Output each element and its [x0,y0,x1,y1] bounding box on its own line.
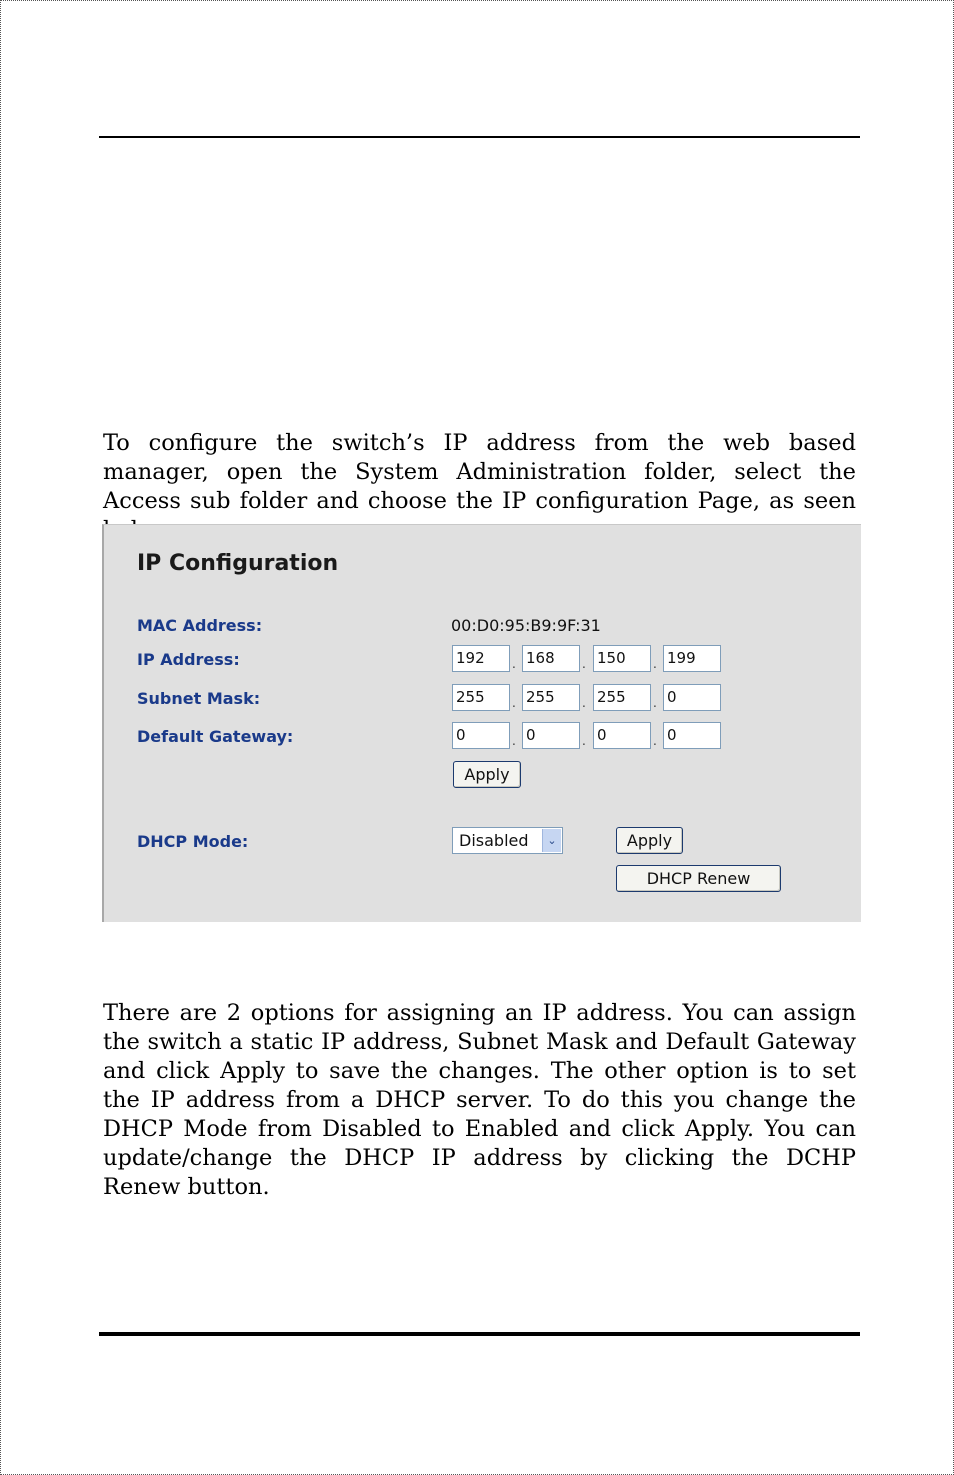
ip-dot-2: . [582,657,586,671]
header-rule [99,136,860,138]
ip-configuration-screenshot [102,524,861,922]
subnet-octet-4[interactable]: 0 [663,684,721,711]
ip-dot-3: . [653,657,657,671]
ip-octet-2[interactable]: 168 [522,645,580,672]
panel-title: IP Configuration [137,551,339,576]
chevron-down-icon[interactable]: ⌄ [542,829,561,852]
gateway-octet-2[interactable]: 0 [522,722,580,749]
dhcp-apply-button[interactable]: Apply [616,827,683,854]
dhcp-renew-button[interactable]: DHCP Renew [616,865,781,892]
ip-octet-4[interactable]: 199 [663,645,721,672]
gateway-dot-2: . [582,734,586,748]
subnet-mask-label: Subnet Mask: [137,689,261,708]
gateway-dot-3: . [653,734,657,748]
intro-paragraph: To configure the switch’s IP address from the web based manager, open the System Administration folder, select the Access sub folder and choose the IP configuration Page, as seen [103,430,856,514]
subnet-dot-3: . [653,696,657,710]
footer-rule [99,1332,860,1336]
subnet-octet-3[interactable]: 255 [593,684,651,711]
mac-address-value: 00:D0:95:B9:9F:31 [451,616,601,635]
gateway-octet-1[interactable]: 0 [452,722,510,749]
subnet-octet-2[interactable]: 255 [522,684,580,711]
options-paragraph: There are 2 options for assigning an IP address. You can assign the switch a static IP address, Subnet Mask and Default Gateway and click Apply to save the changes. The other option is to set the IP address from a DHCP server. To do this you change the DHCP Mode from Disabled to Enabled and click Apply. You can update/change the DHCP IP address by clicking the DCHP Renew button. [103,1000,856,1200]
ip-octet-3[interactable]: 150 [593,645,651,672]
dhcp-mode-value: Disabled [459,831,529,850]
subnet-dot-1: . [512,696,516,710]
mac-address-label: MAC Address: [137,616,263,635]
gateway-octet-4[interactable]: 0 [663,722,721,749]
dhcp-mode-select[interactable] [452,827,563,854]
default-gateway-label: Default Gateway: [137,727,294,746]
gateway-dot-1: . [512,734,516,748]
ip-dot-1: . [512,657,516,671]
gateway-octet-3[interactable]: 0 [593,722,651,749]
subnet-octet-1[interactable]: 255 [452,684,510,711]
ip-octet-1[interactable]: 192 [452,645,510,672]
dhcp-mode-label: DHCP Mode: [137,832,249,851]
apply-button[interactable]: Apply [453,761,521,788]
ip-address-label: IP Address: [137,650,240,669]
subnet-dot-2: . [582,696,586,710]
